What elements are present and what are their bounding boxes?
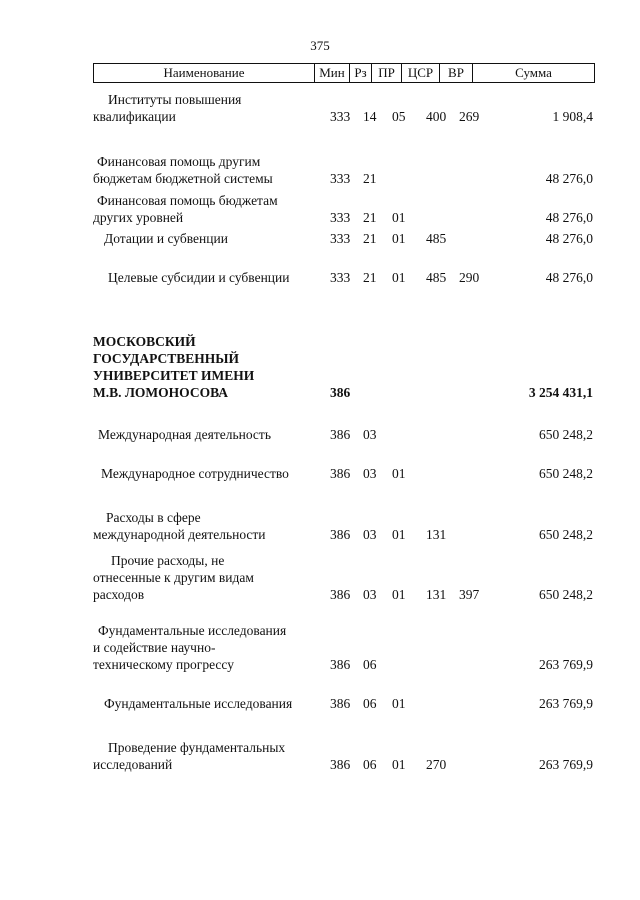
row-csr: 485: [426, 231, 447, 246]
row-pr: 01: [392, 210, 406, 225]
row-sum: 48 276,0: [545, 231, 593, 246]
row-min: 333: [330, 109, 351, 124]
row-vr: 397: [459, 587, 480, 602]
row-pr: 01: [392, 270, 406, 285]
row-name-line: Прочие расходы, не: [111, 553, 225, 568]
row-name-line: международной деятельности: [93, 527, 266, 542]
row-rz: 03: [363, 427, 377, 442]
header-min: Мин: [314, 64, 349, 82]
row-name-line: Проведение фундаментальных: [108, 740, 286, 755]
row-name-line: квалификации: [93, 109, 176, 124]
row-rz: 21: [363, 210, 377, 225]
row-sum: 1 908,4: [552, 109, 593, 124]
row-csr: 270: [426, 757, 447, 772]
row-pr: 01: [392, 527, 406, 542]
row-name-line: Финансовая помощь бюджетам: [97, 193, 278, 208]
row-name-line: ГОСУДАРСТВЕННЫЙ: [93, 351, 240, 366]
header-name: Наименование: [163, 65, 245, 80]
row-rz: 03: [363, 527, 377, 542]
row-sum: 3 254 431,1: [528, 385, 593, 400]
row-csr: 485: [426, 270, 447, 285]
row-sum: 263 769,9: [539, 696, 593, 711]
row-name-line: отнесенные к другим видам: [93, 570, 254, 585]
row-rz: 14: [363, 109, 377, 124]
row-name: Международное сотрудничество: [101, 466, 289, 481]
row-min: 386: [330, 657, 351, 672]
row-pr: 01: [392, 466, 406, 481]
row-name-line: других уровней: [93, 210, 184, 225]
header-vr: ВР: [439, 64, 472, 82]
row-name-line: Фундаментальные исследования: [98, 623, 287, 638]
header-rz: Рз: [349, 64, 371, 82]
table-header: [93, 63, 595, 83]
row-vr: 269: [459, 109, 480, 124]
row-pr: 01: [392, 231, 406, 246]
row-min: 333: [330, 171, 351, 186]
header-csr: ЦСР: [401, 64, 439, 82]
row-name-line: МОСКОВСКИЙ: [93, 334, 196, 349]
row-sum: 650 248,2: [539, 466, 593, 481]
page-number: 375: [310, 38, 330, 53]
row-name: Целевые субсидии и субвенции: [108, 270, 290, 285]
row-rz: 06: [363, 696, 377, 711]
row-pr: 01: [392, 587, 406, 602]
row-sum: 48 276,0: [545, 171, 593, 186]
header-pr: ПР: [371, 64, 401, 82]
row-name: Международная деятельность: [98, 427, 271, 442]
row-min: 386: [330, 587, 351, 602]
row-sum: 650 248,2: [539, 587, 593, 602]
row-name-line: Расходы в сфере: [106, 510, 201, 525]
row-rz: 21: [363, 231, 377, 246]
header-sum: Сумма: [472, 64, 594, 82]
row-sum: 48 276,0: [545, 210, 593, 225]
row-min: 386: [330, 757, 351, 772]
row-rz: 21: [363, 171, 377, 186]
row-name-line: расходов: [93, 587, 145, 602]
row-min: 386: [330, 466, 351, 481]
row-rz: 06: [363, 657, 377, 672]
row-csr: 400: [426, 109, 447, 124]
row-sum: 263 769,9: [539, 757, 593, 772]
row-csr: 131: [426, 587, 447, 602]
row-name-line: Финансовая помощь другим: [97, 154, 261, 169]
row-min: 333: [330, 270, 351, 285]
row-name-line: УНИВЕРСИТЕТ ИМЕНИ: [93, 368, 255, 383]
row-rz: 06: [363, 757, 377, 772]
row-rz: 03: [363, 587, 377, 602]
row-name-line: и содействие научно-: [93, 640, 216, 655]
row-rz: 03: [363, 466, 377, 481]
row-pr: 01: [392, 757, 406, 772]
row-min: 386: [330, 427, 351, 442]
row-name-line: техническому прогрессу: [93, 657, 234, 672]
row-name-line: исследований: [93, 757, 173, 772]
row-min: 386: [330, 527, 351, 542]
row-name-line: бюджетам бюджетной системы: [93, 171, 273, 186]
row-rz: 21: [363, 270, 377, 285]
row-pr: 01: [392, 696, 406, 711]
row-csr: 131: [426, 527, 447, 542]
row-sum: 48 276,0: [545, 270, 593, 285]
row-pr: 05: [392, 109, 406, 124]
row-name: Дотации и субвенции: [104, 231, 228, 246]
row-name-line: Институты повышения: [108, 92, 242, 107]
row-min: 333: [330, 231, 351, 246]
row-name-line: М.В. ЛОМОНОСОВА: [93, 385, 228, 400]
row-sum: 263 769,9: [539, 657, 593, 672]
row-min: 386: [330, 696, 351, 711]
row-min: 386: [330, 385, 351, 400]
row-sum: 650 248,2: [539, 527, 593, 542]
row-vr: 290: [459, 270, 480, 285]
row-min: 333: [330, 210, 351, 225]
row-sum: 650 248,2: [539, 427, 593, 442]
row-name: Фундаментальные исследования: [104, 696, 293, 711]
